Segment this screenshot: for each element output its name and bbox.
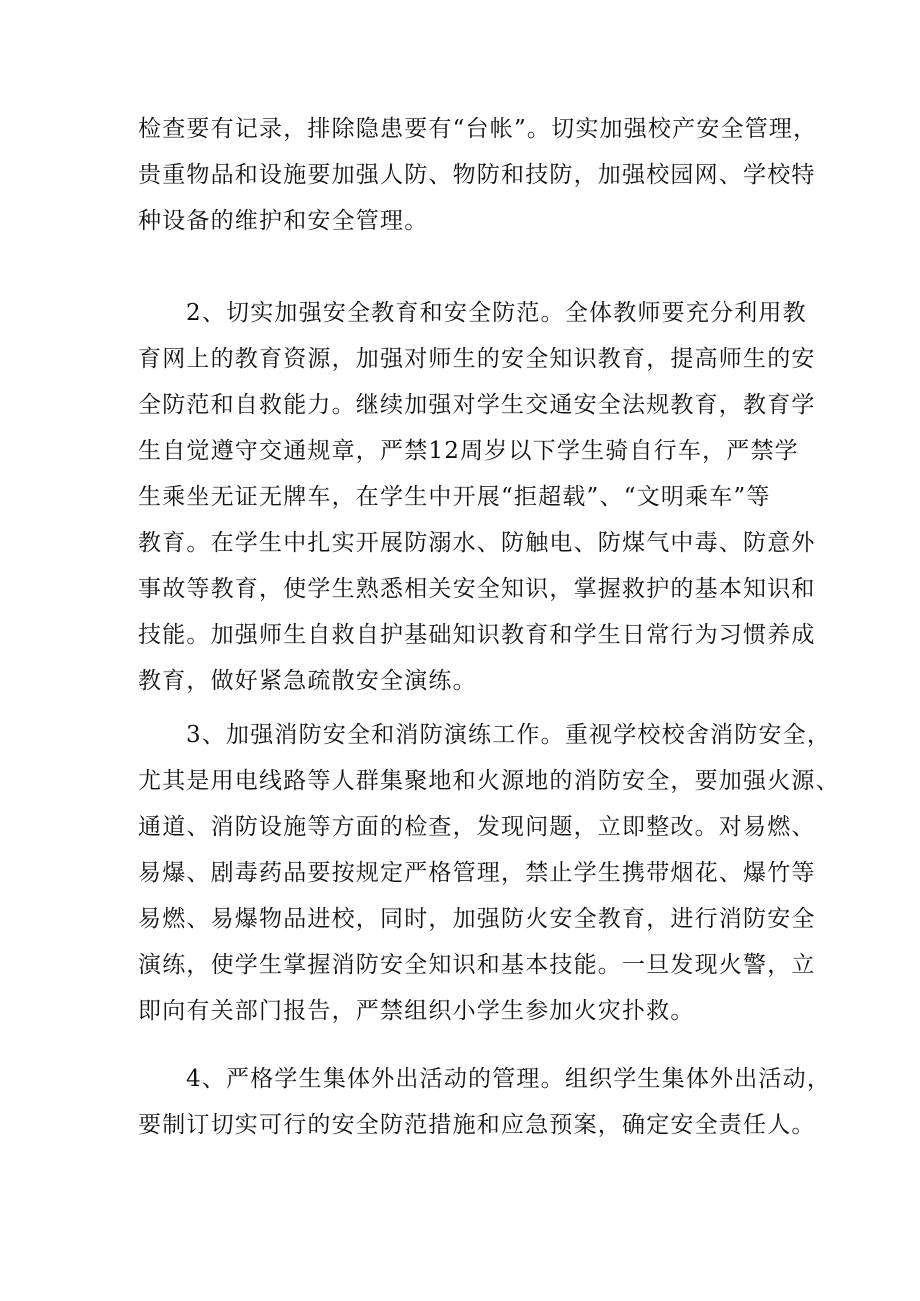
paragraph-line: 3、加强消防安全和消防演练工作。重视学校校舍消防安全， [186, 722, 832, 748]
paragraph-line: 通道、消防设施等方面的检查，发现问题，立即整改。对易燃、 [138, 814, 816, 840]
paragraph-line: 技能。加强师生自救自护基础知识教育和学生日常行为习惯养成 [138, 622, 816, 648]
paragraph-line: 易燃、易爆物品进校，同时，加强防火安全教育，进行消防安全 [138, 906, 816, 932]
paragraph-line: 要制订切实可行的安全防范措施和应急预案，确定安全责任人。 [138, 1112, 816, 1138]
paragraph-line: 生乘坐无证无牌车，在学生中开展“拒超载”、“文明乘车”等 [138, 484, 771, 510]
paragraph-4 [138, 1056, 832, 1148]
paragraph-line: 贵重物品和设施要加强人防、物防和技防，加强校园网、学校特 [138, 162, 816, 188]
paragraph-line: 育网上的教育资源，加强对师生的安全知识教育，提高师生的安 [138, 346, 816, 372]
paragraph-3 [138, 712, 840, 1034]
paragraph-line: 种设备的维护和安全管理。 [138, 208, 429, 234]
paragraph-2 [138, 290, 818, 704]
paragraph-line: 4、严格学生集体外出活动的管理。组织学生集体外出活动， [186, 1066, 832, 1092]
paragraph-line: 演练，使学生掌握消防安全知识和基本技能。一旦发现火警，立 [138, 952, 816, 978]
paragraph-line: 教育，做好紧急疏散安全演练。 [138, 668, 477, 694]
paragraph-line: 生自觉遵守交通规章，严禁12周岁以下学生骑自行车，严禁学 [138, 438, 799, 464]
paragraph-line: 检查要有记录，排除隐患要有“台帐”。切实加强校产安全管理， [138, 116, 818, 142]
paragraph-line: 易爆、剧毒药品要按规定严格管理，禁止学生携带烟花、爆竹等 [138, 860, 816, 886]
paragraph-line: 2、切实加强安全教育和安全防范。全体教师要充分利用教 [186, 300, 807, 326]
paragraph-1 [138, 106, 818, 244]
paragraph-line: 事故等教育，使学生熟悉相关安全知识，掌握救护的基本知识和 [138, 576, 816, 602]
paragraph-line: 全防范和自救能力。继续加强对学生交通安全法规教育，教育学 [138, 392, 816, 418]
paragraph-line: 教育。在学生中扎实开展防溺水、防触电、防煤气中毒、防意外 [138, 530, 816, 556]
paragraph-line: 尤其是用电线路等人群集聚地和火源地的消防安全，要加强火源、 [138, 768, 840, 794]
paragraph-line: 即向有关部门报告，严禁组织小学生参加火灾扑救。 [138, 998, 695, 1024]
